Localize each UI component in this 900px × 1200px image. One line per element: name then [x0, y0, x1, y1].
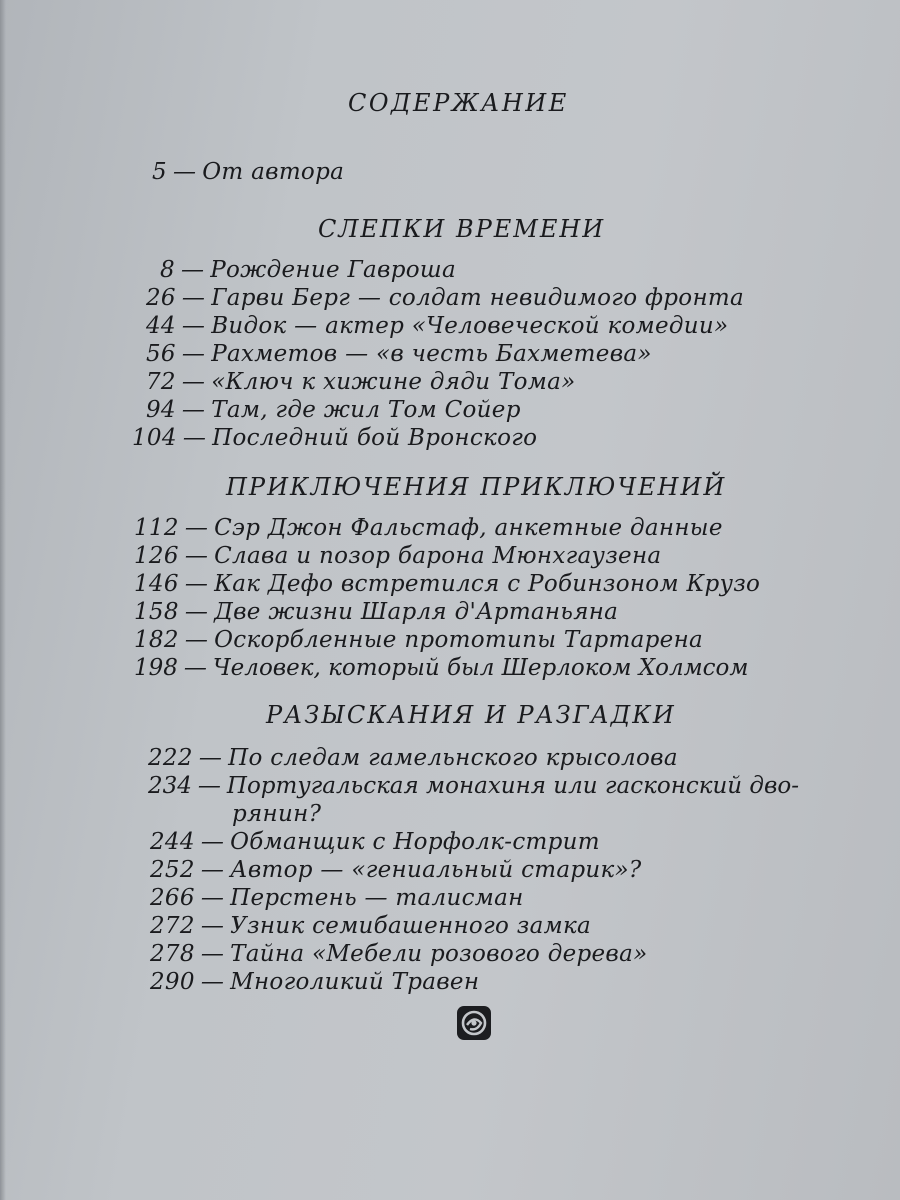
toc-dash: — [184, 627, 209, 653]
toc-page-number: 146 [134, 571, 179, 597]
toc-title: Оскорбленные прототипы Тартарена [214, 627, 704, 653]
toc-title: Как Дефо встретился с Робинзоном Крузо [214, 571, 761, 597]
toc-title: Сэр Джон Фальстаф, анкетные данные [214, 515, 723, 541]
publisher-logo-icon [457, 1006, 491, 1040]
toc-title: По следам гамельнского крысолова [228, 745, 678, 771]
toc-page-number: 278 [150, 941, 195, 967]
toc-page-number: 198 [134, 655, 178, 681]
toc-dash: — [180, 257, 205, 283]
toc-entry [146, 312, 728, 340]
toc-title: Тайна «Мебели розового дерева» [230, 941, 648, 967]
toc-page-number: 266 [150, 885, 195, 911]
toc-title: Последний бой Вронского [212, 425, 538, 451]
toc-page-number: 104 [132, 425, 177, 451]
toc-dash: — [181, 369, 206, 395]
toc-entry [160, 256, 456, 284]
toc-entry [150, 968, 479, 996]
toc-entry-intro [152, 158, 344, 186]
toc-entry [134, 542, 661, 570]
toc-dash: — [198, 745, 223, 771]
section-heading-2: ПРИКЛЮЧЕНИЯ ПРИКЛЮЧЕНИЙ [226, 473, 727, 501]
toc-title: Узник семибашенного замка [230, 913, 592, 939]
toc-dash: — [184, 515, 209, 541]
toc-dash: — [182, 425, 207, 451]
toc-page-number: 8 [160, 257, 175, 283]
page-edge-shadow [0, 0, 6, 1200]
toc-title: Обманщик с Норфолк-стрит [230, 829, 600, 855]
section-heading-3: РАЗЫСКАНИЯ И РАЗГАДКИ [266, 701, 676, 729]
toc-entry [150, 856, 642, 884]
toc-entry [150, 940, 648, 968]
toc-entry [146, 284, 744, 312]
toc-title: От автора [202, 159, 345, 185]
toc-entry [148, 744, 678, 772]
page-title: СОДЕРЖАНИЕ [348, 89, 569, 117]
toc-entry [134, 626, 703, 654]
toc-dash: — [200, 829, 225, 855]
toc-dash: — [200, 913, 225, 939]
toc-page-number: 26 [146, 285, 176, 311]
toc-entry [134, 654, 748, 682]
toc-title: Слава и позор барона Мюнхгаузена [214, 543, 662, 569]
toc-dash: — [181, 285, 206, 311]
toc-dash: — [183, 655, 207, 681]
toc-title: Человек, который был Шерлоком Холмсом [212, 655, 749, 681]
toc-dash: — [197, 773, 221, 799]
toc-page-number: 126 [134, 543, 179, 569]
toc-page-number: 252 [150, 857, 195, 883]
toc-dash: — [184, 571, 209, 597]
toc-entry [134, 570, 760, 598]
toc-dash: — [184, 599, 209, 625]
toc-entry [146, 396, 521, 424]
toc-entry [134, 514, 723, 542]
toc-dash: — [200, 857, 225, 883]
toc-title: Португальская монахиня или гасконский дво- [226, 773, 799, 799]
toc-dash: — [172, 159, 197, 185]
toc-dash: — [181, 397, 206, 423]
toc-page-number: 222 [148, 745, 193, 771]
toc-page-number: 56 [146, 341, 176, 367]
toc-title: Две жизни Шарля д'Артаньяна [214, 599, 619, 625]
toc-entry [150, 828, 600, 856]
toc-entry [150, 912, 591, 940]
toc-page-number: 272 [150, 913, 195, 939]
section-heading-1: СЛЕПКИ ВРЕМЕНИ [318, 215, 606, 243]
toc-dash: — [181, 313, 206, 339]
toc-title: Многоликий Травен [230, 969, 480, 995]
toc-entry [132, 424, 537, 452]
toc-page-number: 94 [146, 397, 176, 423]
toc-title: Перстень — талисман [230, 885, 524, 911]
toc-entry [146, 368, 575, 396]
toc-dash: — [184, 543, 209, 569]
toc-entry [148, 772, 799, 800]
toc-title: Там, где жил Том Сойер [211, 397, 521, 423]
toc-dash: — [200, 941, 225, 967]
toc-page-number: 244 [150, 829, 195, 855]
toc-page-number: 234 [148, 773, 192, 799]
toc-page-number: 290 [150, 969, 195, 995]
toc-entry [134, 598, 618, 626]
toc-page-number: 182 [134, 627, 179, 653]
toc-title: Гарви Берг — солдат невидимого фронта [211, 285, 745, 311]
toc-entry [150, 884, 524, 912]
toc-entry [146, 340, 652, 368]
toc-dash: — [200, 969, 225, 995]
toc-page-number: 112 [134, 515, 179, 541]
toc-title: Видок — актер «Человеческой комедии» [211, 313, 729, 339]
toc-title: Рождение Гавроша [210, 257, 456, 283]
toc-title: Автор — «гениальный старик»? [230, 857, 642, 883]
toc-dash: — [200, 885, 225, 911]
toc-dash: — [181, 341, 206, 367]
toc-entry-continuation: рянин? [232, 801, 322, 827]
toc-page-number: 72 [146, 369, 176, 395]
toc-title: Рахметов — «в честь Бахметева» [211, 341, 652, 367]
toc-page-number: 44 [146, 313, 176, 339]
toc-page-number: 158 [134, 599, 179, 625]
toc-title: «Ключ к хижине дяди Тома» [211, 369, 576, 395]
toc-page-number: 5 [152, 159, 167, 185]
